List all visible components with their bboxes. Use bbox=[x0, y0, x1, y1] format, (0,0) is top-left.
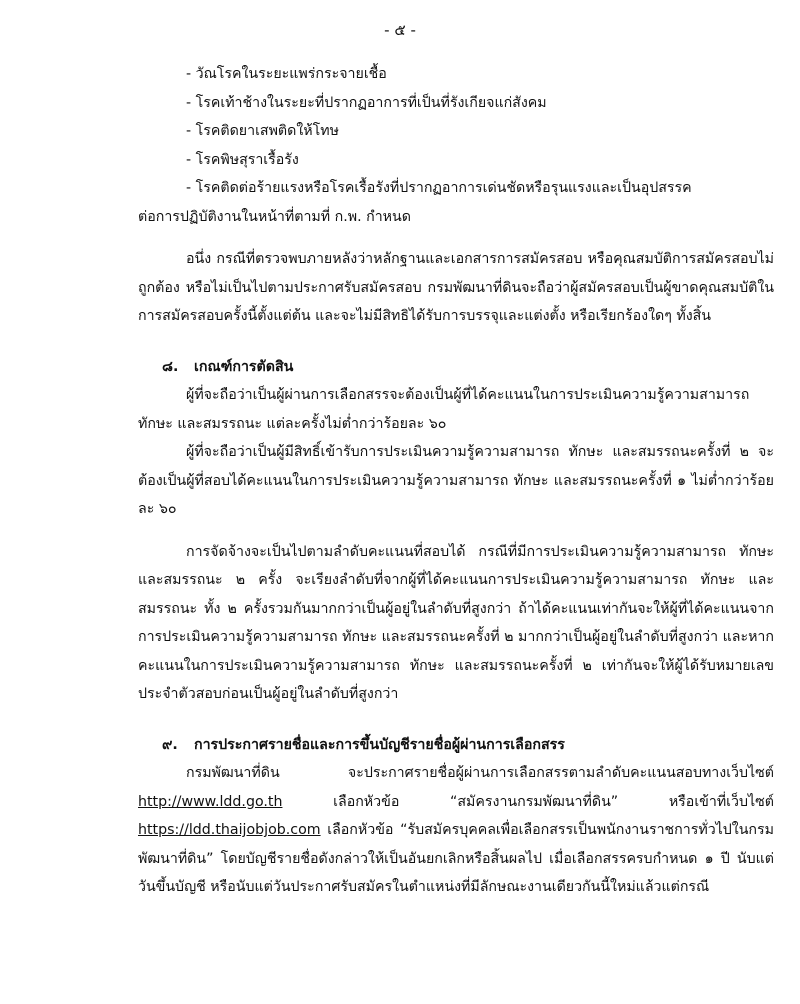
section-9-paragraph bbox=[138, 759, 774, 902]
list-item: - โรคติดต่อร้ายแรงหรือโรคเรื้อรังที่ปรากฏอาการเด่นชัดหรือรุนแรงและเป็นอุปสรรค bbox=[186, 180, 692, 196]
note-paragraph: อนึ่ง กรณีที่ตรวจพบภายหลังว่าหลักฐานและเอกสารการสมัครสอบ หรือคุณสมบัติการสมัครสอบไม่ถูกต้อง หรือไม่เป็นไปตามประกาศรับสมัครสอบ กรมพัฒนาที่ดินจะถือว่าผู้สมัครสอบเป็นผู้ขาดคุณสมบัติในการสมัครสอบครั้งนี้ตั้งแต่ต้น และจะไม่มีสิทธิได้รับการบรรจุและแต่งตั้ง หรือเรียกร้องใดๆ ทั้งสิ้น bbox=[138, 251, 774, 324]
page-number: - ๕ - bbox=[384, 21, 416, 39]
section-8-number: ๘. bbox=[162, 358, 179, 375]
section-9-text-1: กรมพัฒนาที่ดิน จะประกาศรายชื่อผู้ผ่านการเลือกสรรตามลำดับคะแนนสอบทางเว็บไซต์ bbox=[186, 765, 774, 781]
list-item: - โรคติดยาเสพติดให้โทษ bbox=[186, 123, 339, 139]
section-9-text-3: เลือกหัวข้อ “รับสมัครบุคคลเพื่อเลือกสรรเป็นพนักงานราชการทั่วไปในกรมพัฒนาที่ดิน” โดยบัญชีรายชื่อดังกล่าวให้เป็นอันยกเลิกหรือสิ้นผลไป เมื่อเลือกสรรครบกำหนด ๑ ปี นับแต่วันขึ้นบัญชี หรือนับแต่วันประกาศรับสมัครในตำแหน่งที่มีลักษณะงานเดียวกันนี้ใหม่แล้วแต่กรณี bbox=[138, 822, 774, 895]
section-8-title: เกณฑ์การตัดสิน bbox=[194, 358, 294, 375]
document-body bbox=[138, 60, 774, 902]
section-8-paragraph-3: การจัดจ้างจะเป็นไปตามลำดับคะแนนที่สอบได้ กรณีที่มีการประเมินความรู้ความสามารถ ทักษะ และสมรรถนะ ๒ ครั้ง จะเรียงลำดับที่จากผู้ที่ได้คะแนนการประเมินความรู้ความสามารถ ทักษะ และสมรรถนะ ทั้ง ๒ ครั้งรวมกันมากกว่าเป็นผู้อยู่ในลำดับที่สูงกว่า ถ้าได้คะแนนเท่ากันจะให้ผู้ที่ได้คะแนนจากการประเมินความรู้ความสามารถ ทักษะ และสมรรถนะครั้งที่ ๒ มากกว่าเป็นผู้อยู่ในลำดับที่สูงกว่า และหากคะแนนในการประเมินความรู้ความสามารถ ทักษะ และสมรรถนะครั้งที่ ๒ เท่ากันจะให้ผู้ได้รับหมายเลขประจำตัวสอบก่อนเป็นผู้อยู่ในลำดับที่สูงกว่า bbox=[138, 543, 774, 702]
list-item: - โรคพิษสุราเรื้อรัง bbox=[186, 151, 299, 168]
section-9-heading bbox=[138, 731, 774, 760]
section-9-number: ๙. bbox=[162, 736, 178, 753]
section-9-title: การประกาศรายชื่อและการขึ้นบัญชีรายชื่อผู้ผ่านการเลือกสรร bbox=[194, 736, 565, 753]
section-8-heading bbox=[138, 353, 774, 382]
section-8-paragraph-1: ผู้ที่จะถือว่าเป็นผู้ผ่านการเลือกสรรจะต้องเป็นผู้ที่ได้คะแนนในการประเมินความรู้ความสามารถ ทักษะ และสมรรถนะ แต่ละครั้งไม่ต่ำกว่าร้อยละ ๖๐ bbox=[138, 387, 750, 432]
list-item-continuation: ต่อการปฏิบัติงานในหน้าที่ตามที่ ก.พ. กำหนด bbox=[138, 208, 411, 225]
section-8-paragraph-2: ผู้ที่จะถือว่าเป็นผู้มีสิทธิ์เข้ารับการประเมินความรู้ความสามารถ ทักษะ และสมรรถนะครั้งที่ ๒ จะต้องเป็นผู้ที่สอบได้คะแนนในการประเมินความรู้ความสามารถ ทักษะ และสมรรถนะครั้งที่ ๑ ไม่ต่ำกว่าร้อยละ ๖๐ bbox=[138, 444, 774, 517]
list-item: - วัณโรคในระยะแพร่กระจายเชื้อ bbox=[186, 66, 387, 82]
ldd-website-link[interactable]: http://www.ldd.go.th bbox=[138, 793, 283, 810]
list-item: - โรคเท้าช้างในระยะที่ปรากฏอาการที่เป็นที่รังเกียจแก่สังคม bbox=[186, 94, 547, 111]
section-9-text-2: เลือกหัวข้อ “สมัครงานกรมพัฒนาที่ดิน” หรือเข้าที่เว็บไซต์ bbox=[282, 793, 774, 810]
thaijobjob-website-link[interactable]: https://ldd.thaijobjob.com bbox=[138, 822, 321, 838]
